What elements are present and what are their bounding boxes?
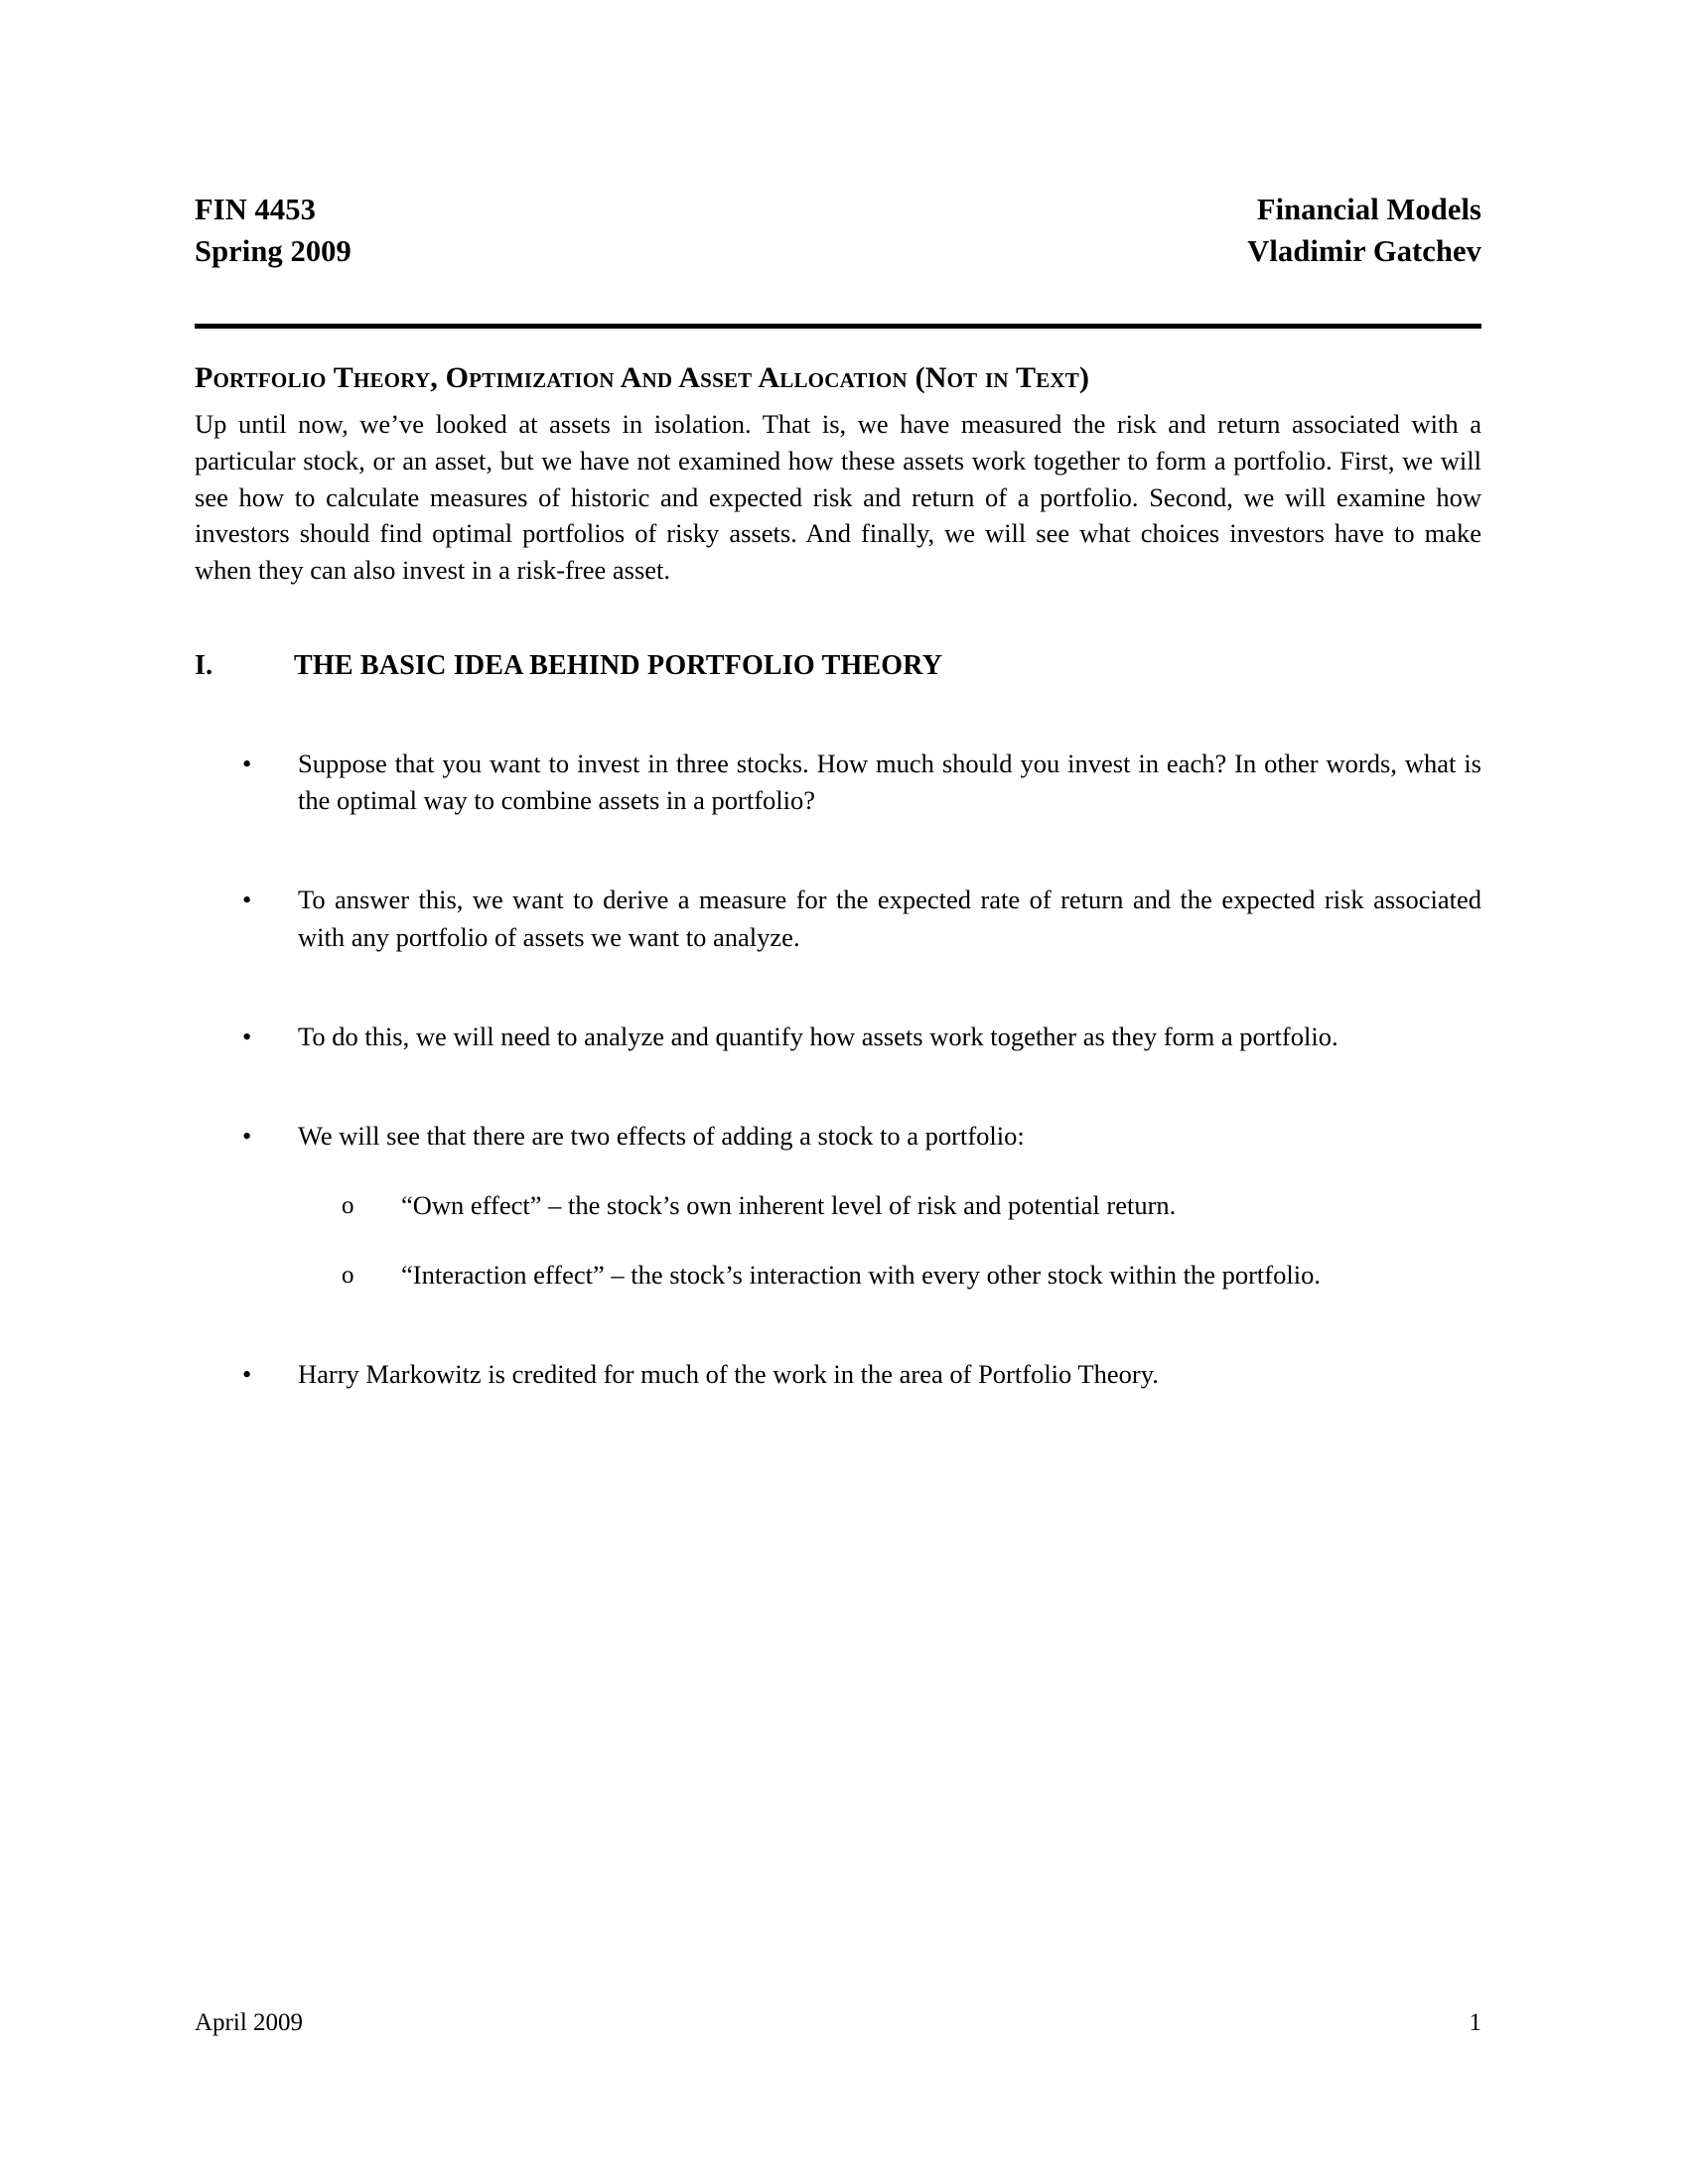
document-header xyxy=(195,0,1481,272)
document-content xyxy=(195,0,1481,1394)
sub-list-item-text: “Own effect” – the stock’s own inherent level of risk and potential return. xyxy=(401,1189,1177,1220)
list-item-text: Harry Markowitz is credited for much of the work in the area of Portfolio Theory. xyxy=(298,1358,1159,1389)
section-numeral: I. xyxy=(195,649,213,681)
list-item xyxy=(195,1019,1481,1056)
list-item-text: We will see that there are two effects of adding a stock to a portfolio: xyxy=(298,1121,1025,1152)
course-term: Spring 2009 xyxy=(195,234,352,269)
bullet-marker-icon: • xyxy=(242,1358,252,1389)
footer-page-number: 1 xyxy=(1469,2009,1481,2036)
list-item-text: To answer this, we want to derive a measure for the expected rate of return and the expected risk associated with any portfolio of assets we want to analyze. xyxy=(298,885,1481,953)
bullet-marker-icon: • xyxy=(242,748,252,778)
section-heading xyxy=(195,650,1481,682)
list-item xyxy=(195,746,1481,821)
bullet-list xyxy=(195,746,1481,1394)
header-divider xyxy=(195,324,1481,329)
header-right-block xyxy=(1247,189,1481,272)
page-title: Portfolio Theory, Optimization And Asset Allocation (Not in Text) xyxy=(195,361,1090,395)
list-item xyxy=(195,1118,1481,1295)
sub-list-item-text: “Interaction effect” – the stock’s interaction with every other stock within the portfolio. xyxy=(401,1259,1321,1290)
sub-bullet-marker-icon: o xyxy=(342,1261,354,1289)
list-item xyxy=(195,1356,1481,1394)
footer-date: April 2009 xyxy=(195,2009,304,2036)
sub-bullet-list xyxy=(298,1187,1481,1295)
bullet-marker-icon: • xyxy=(242,1022,252,1052)
sub-list-item xyxy=(298,1187,1481,1225)
instructor-name: Vladimir Gatchev xyxy=(1247,234,1481,269)
bullet-marker-icon: • xyxy=(242,1121,252,1152)
course-name: Financial Models xyxy=(1256,193,1481,226)
course-code: FIN 4453 xyxy=(195,193,316,226)
sub-bullet-marker-icon: o xyxy=(342,1191,354,1219)
sub-list-item xyxy=(298,1257,1481,1295)
list-item-text: Suppose that you want to invest in three stocks. How much should you invest in each? In other words, what is the optimal way to combine assets in a portfolio? xyxy=(298,748,1481,816)
document-footer xyxy=(195,2007,1481,2040)
header-left-block xyxy=(195,189,352,272)
list-item-text: To do this, we will need to analyze and quantify how assets work together as they form a portfolio. xyxy=(298,1022,1338,1052)
list-item xyxy=(195,882,1481,957)
intro-paragraph: Up until now, we’ve looked at assets in isolation. That is, we have measured the risk and return associated with a particular stock, or an asset, but we have not examined how these assets work together to form a portfolio. First, we will see how to calculate measures of historic and expected risk and return of a portfolio. Second, we will examine how investors should find optimal portfolios of risky assets. And finally, we will see what choices investors have to make when they can also invest in a risk-free asset. xyxy=(195,409,1481,585)
section-title: THE BASIC IDEA BEHIND PORTFOLIO THEORY xyxy=(294,649,943,681)
bullet-marker-icon: • xyxy=(242,885,252,915)
